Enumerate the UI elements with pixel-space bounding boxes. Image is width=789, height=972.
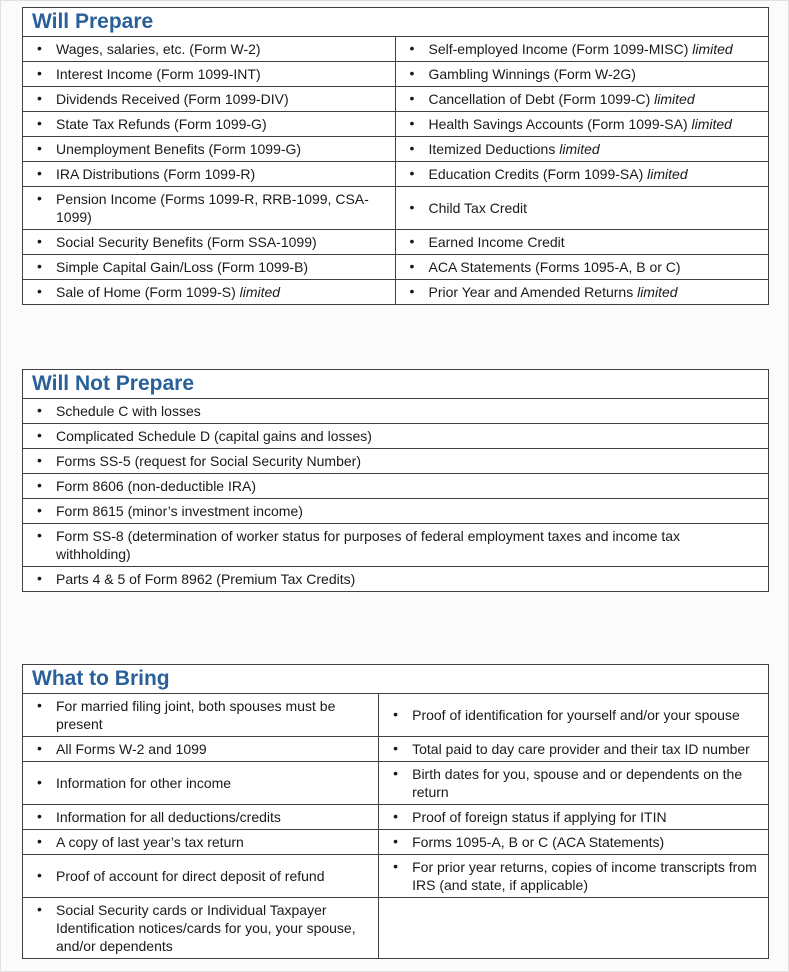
table-cell-full [23,474,768,498]
limited-note: limited [687,116,732,132]
will-not-prepare-section [22,369,769,592]
list-item [37,164,255,184]
list-item-text: Form 8606 (non-deductible IRA) [56,478,256,494]
table-row [23,804,768,829]
bullet-icon: • [409,258,415,274]
list-item-text: Information for other income [56,775,232,791]
list-item-text: Information for all deductions/credits [56,809,281,825]
bullet-icon: • [393,858,399,874]
list-item [410,198,528,218]
list-item [37,39,261,59]
list-item [37,696,368,734]
table-row [23,736,768,761]
list-item-text: Parts 4 & 5 of Form 8962 (Premium Tax Credits) [56,571,356,587]
will-prepare-title: Will Prepare [32,10,154,33]
table-row [23,254,768,279]
list-item [37,832,244,852]
bullet-icon: • [37,570,42,586]
bullet-icon: • [409,233,415,249]
bullet-icon: • [37,502,42,518]
bullet-icon: • [409,90,415,106]
list-item-text: Interest Income (Form 1099-INT) [56,66,261,82]
list-item [410,114,732,134]
list-item-text: Gambling Winnings (Form W-2G) [428,66,636,82]
list-item-text: A copy of last year’s tax return [56,834,244,850]
list-item-text: For married filing joint, both spouses must be present [56,698,336,732]
list-item [393,705,740,725]
bullet-icon: • [393,765,399,781]
table-row [23,398,768,423]
table-cell-left [23,280,396,304]
list-item [393,739,750,759]
table-cell-right [379,762,768,804]
list-item [37,569,355,589]
bullet-icon: • [393,833,399,849]
bullet-icon: • [393,706,399,722]
list-item [37,451,361,471]
list-item-text: Dividends Received (Form 1099-DIV) [56,91,289,107]
table-cell-left [23,162,396,186]
list-item [37,866,325,886]
bullet-icon: • [409,140,415,156]
table-cell-left [23,62,396,86]
bullet-icon: • [37,190,42,206]
table-row [23,136,768,161]
table-cell-right [396,62,769,86]
list-item [410,232,565,252]
list-item-text: Complicated Schedule D (capital gains and losses) [56,428,372,444]
list-item [37,426,372,446]
table-cell-right [379,694,768,736]
list-item-text: Simple Capital Gain/Loss (Form 1099-B) [56,259,309,275]
list-item-text: Pension Income (Forms 1099-R, RRB-1099, CSA-1099) [56,191,369,225]
bullet-icon: • [37,901,42,917]
bullet-icon: • [37,867,42,883]
list-item [37,476,256,496]
list-item-text: State Tax Refunds (Form 1099-G) [56,116,267,132]
table-cell-right [379,898,768,958]
table-row [23,229,768,254]
table-cell-left [23,805,379,829]
what-to-bring-rows [23,693,768,958]
bullet-icon: • [37,527,42,543]
list-item [37,114,267,134]
table-cell-full [23,524,768,566]
table-cell-right [396,187,769,229]
table-row [23,693,768,736]
list-item-text: Earned Income Credit [428,234,565,250]
list-item [37,807,281,827]
list-item [393,832,664,852]
table-cell-right [396,37,769,61]
table-cell-left [23,137,396,161]
bullet-icon: • [37,115,42,131]
table-cell-right [396,112,769,136]
table-cell-full [23,449,768,473]
bullet-icon: • [409,199,415,215]
table-cell-full [23,499,768,523]
table-cell-left [23,37,396,61]
table-cell-right [396,87,769,111]
list-item [410,139,600,159]
list-item-text: Form 8615 (minor’s investment income) [56,503,303,519]
bullet-icon: • [393,808,399,824]
list-item-text: Sale of Home (Form 1099-S) limited [56,284,281,300]
list-item-text: Social Security cards or Individual Taxpayer Identification notices/cards for you, your spouse, and/or dependents [56,902,356,954]
list-item [37,739,207,759]
table-row [23,36,768,61]
bullet-icon: • [37,283,42,299]
bullet-icon: • [37,402,42,418]
table-cell-left [23,187,396,229]
list-item-text: Proof of account for direct deposit of refund [56,868,325,884]
table-row [23,61,768,86]
list-item [37,526,758,564]
bullet-icon: • [37,833,42,849]
table-cell-left [23,762,379,804]
list-item [37,501,303,521]
bullet-icon: • [37,65,42,81]
table-cell-left [23,230,396,254]
list-item [37,900,368,956]
list-item [393,857,758,895]
table-row [23,86,768,111]
bullet-icon: • [37,233,42,249]
bullet-icon: • [393,740,399,756]
list-item [37,189,385,227]
list-item [37,257,308,277]
list-item-text: Cancellation of Debt (Form 1099-C) limited [428,91,695,107]
list-item-text: Health Savings Accounts (Form 1099-SA) limited [428,116,732,132]
table-cell-right [396,162,769,186]
table-row [23,423,768,448]
limited-note: limited [650,91,695,107]
list-item-text: All Forms W-2 and 1099 [56,741,207,757]
table-row [23,448,768,473]
table-cell-full [23,399,768,423]
list-item-text: Itemized Deductions limited [428,141,600,157]
bullet-icon: • [37,140,42,156]
table-cell-left [23,898,379,958]
table-row [23,761,768,804]
table-row [23,279,768,304]
table-row [23,854,768,897]
list-item-text: Forms SS-5 (request for Social Security Number) [56,453,361,469]
limited-note: limited [688,41,733,57]
limited-note: limited [235,284,281,300]
table-cell-left [23,855,379,897]
table-row [23,566,768,591]
table-cell-left [23,87,396,111]
table-row [23,523,768,566]
list-item-text: For prior year returns, copies of income transcripts from IRS (and state, if applicable) [412,859,757,893]
table-cell-right [379,855,768,897]
will-not-prepare-rows [23,398,768,591]
list-item [37,773,231,793]
list-item-text: Birth dates for you, spouse and or dependents on the return [412,766,743,800]
list-item-text: Wages, salaries, etc. (Form W-2) [56,41,261,57]
table-cell-right [396,280,769,304]
bullet-icon: • [37,477,42,493]
bullet-icon: • [409,283,415,299]
list-item-text: Schedule C with losses [56,403,201,419]
list-item-text: Prior Year and Amended Returns limited [428,284,678,300]
bullet-icon: • [37,258,42,274]
list-item-text: Proof of foreign status if applying for ITIN [412,809,667,825]
list-item [37,401,201,421]
table-cell-right [379,830,768,854]
table-cell-right [396,137,769,161]
table-cell-right [379,737,768,761]
table-cell-full [23,424,768,448]
will-prepare-rows [23,36,768,304]
bullet-icon: • [409,40,415,56]
limited-note: limited [637,284,678,300]
bullet-icon: • [409,165,415,181]
list-item [410,257,681,277]
table-row [23,897,768,958]
what-to-bring-title: What to Bring [32,667,170,690]
bullet-icon: • [37,808,42,824]
bullet-icon: • [37,427,42,443]
table-row [23,161,768,186]
table-cell-right [396,255,769,279]
limited-note: limited [643,166,688,182]
table-row [23,473,768,498]
list-item-text: Form SS-8 (determination of worker status for purposes of federal employment taxes and income tax withholding) [56,528,681,562]
list-item-text: Child Tax Credit [428,200,528,216]
bullet-icon: • [37,40,42,56]
list-item [410,64,636,84]
list-item-text: Social Security Benefits (Form SSA-1099) [56,234,317,250]
list-item-text: Total paid to day care provider and their tax ID number [412,741,750,757]
table-cell-right [379,805,768,829]
list-item [410,39,733,59]
table-cell-left [23,737,379,761]
list-item [37,139,301,159]
will-prepare-section [22,7,769,305]
list-item [37,89,289,109]
table-cell-left [23,830,379,854]
list-item [410,164,688,184]
bullet-icon: • [409,65,415,81]
bullet-icon: • [37,740,42,756]
list-item [393,764,758,802]
list-item-text: Education Credits (Form 1099-SA) limited [428,166,688,182]
bullet-icon: • [37,452,42,468]
list-item [37,232,317,252]
bullet-icon: • [37,90,42,106]
will-not-prepare-title: Will Not Prepare [32,372,195,395]
list-item-text: Unemployment Benefits (Form 1099-G) [56,141,302,157]
list-item-text: ACA Statements (Forms 1095-A, B or C) [428,259,681,275]
table-row [23,186,768,229]
list-item-text: Forms 1095-A, B or C (ACA Statements) [412,834,665,850]
table-row [23,829,768,854]
table-cell-full [23,567,768,591]
what-to-bring-section [22,664,769,959]
table-cell-left [23,694,379,736]
list-item [393,807,666,827]
table-cell-right [396,230,769,254]
table-row [23,111,768,136]
bullet-icon: • [37,697,42,713]
table-row [23,498,768,523]
bullet-icon: • [37,774,42,790]
list-item [37,64,261,84]
list-item [410,282,678,302]
limited-note: limited [555,141,600,157]
bullet-icon: • [409,115,415,131]
table-cell-left [23,112,396,136]
list-item [37,282,280,302]
list-item-text: IRA Distributions (Form 1099-R) [56,166,256,182]
list-item [410,89,695,109]
table-cell-left [23,255,396,279]
bullet-icon: • [37,165,42,181]
list-item-text: Self-employed Income (Form 1099-MISC) limited [428,41,733,57]
list-item-text: Proof of identification for yourself and/or your spouse [412,707,740,723]
